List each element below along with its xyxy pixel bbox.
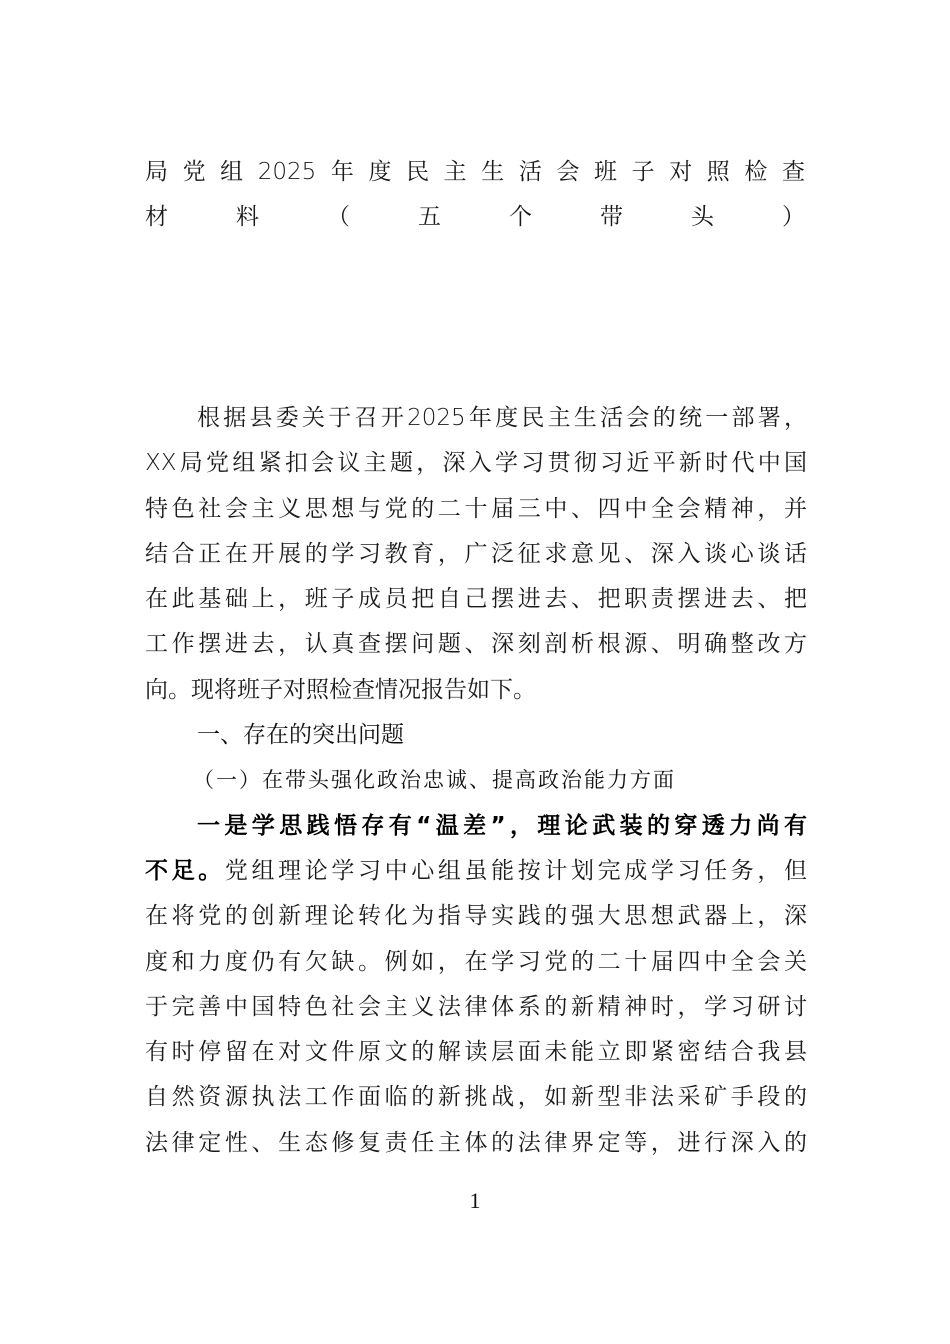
paragraph-line: 特色社会主义思想与党的二十届三中、四中全会精神，并	[145, 495, 807, 522]
paragraph-line: 度和力度仍有欠缺。例如，在学习党的二十届四中全会关	[145, 948, 807, 975]
paragraph-line: 自然资源执法工作面临的新挑战，如新型非法采矿手段的	[145, 1084, 807, 1111]
paragraph-line: XX局党组紧扣会议主题，深入学习贯彻习近平新时代中国	[145, 450, 807, 477]
paragraph-line: 有时停留在对文件原文的解读层面未能立即紧密结合我县	[145, 1039, 807, 1066]
document-title	[145, 150, 805, 241]
paragraph-line: 结合正在开展的学习教育，广泛征求意见、深入谈心谈话	[145, 540, 807, 567]
paragraph-line: 法律定性、生态修复责任主体的法律界定等，进行深入的	[145, 1129, 807, 1156]
point-one-heading-line: 一是学思践悟存有“温差”，理论武装的穿透力尚有	[197, 812, 807, 839]
document-body	[145, 396, 807, 1166]
point-one-heading-end: 不足。	[145, 857, 225, 884]
section-heading: 一、存在的突出问题	[197, 722, 404, 749]
paragraph-line: 向。现将班子对照检查情况报告如下。	[145, 676, 536, 703]
paragraph-line: 工作摆进去，认真查摆问题、深刻剖析根源、明确整改方	[145, 631, 807, 658]
title-line-1: 局党组2025年度民主生活会班子对照检查	[145, 159, 805, 185]
paragraph-text: 党组理论学习中心组虽能按计划完成学习任务，但	[224, 857, 807, 884]
title-line-2: 材料（五个带头）	[145, 204, 805, 231]
paragraph-line	[145, 849, 807, 894]
paragraph-line: 根据县委关于召开2025年度民主生活会的统一部署，	[197, 405, 807, 431]
paragraph-line: 在将党的创新理论转化为指导实践的强大思想武器上，深	[145, 903, 807, 930]
paragraph-line: 于完善中国特色社会主义法律体系的新精神时，学习研讨	[145, 993, 807, 1020]
intro-paragraph	[145, 396, 807, 713]
page-number: 1	[469, 1188, 481, 1213]
subsection-heading: （一）在带头强化政治忠诚、提高政治能力方面	[193, 768, 676, 793]
paragraph-line: 在此基础上，班子成员把自己摆进去、把职责摆进去、把	[145, 586, 807, 613]
point-one-paragraph	[145, 804, 807, 1166]
